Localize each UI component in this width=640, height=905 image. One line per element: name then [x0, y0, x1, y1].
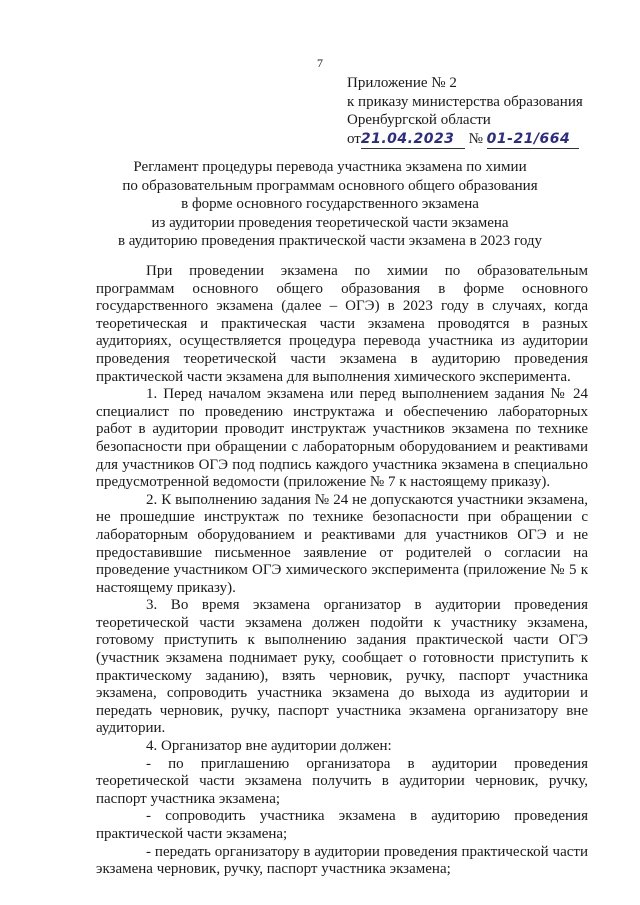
paragraph-4: 4. Организатор вне аудитории должен: [146, 738, 392, 755]
order-date-field [361, 130, 465, 150]
title-line: по образовательным программам основного общего образования [122, 177, 538, 194]
paragraph-2: 2. К выполнению задания № 24 не допускаются участники экзамена, не прошедшие инструктаж по технике безопасности при обращении с лабораторным оборудованием и реактивами для участников ОГЭ и не предоставившие письменное заявление от родителей о согласии на проведение участником ОГЭ химического эксперимента (приложение № 5 к настоящему приказу). [96, 491, 588, 596]
order-date-number-row [347, 130, 627, 150]
order-number-handwritten: 01-21/664 [486, 130, 571, 147]
appendix-title: Приложение № 2 [347, 75, 457, 91]
title-line: в форме основного государственного экзамена [181, 196, 479, 213]
order-number-field [487, 130, 579, 150]
title-line: из аудитории проведения теоретической части экзамена [151, 214, 509, 231]
appendix-region: Оренбургской области [347, 112, 491, 128]
number-prefix: № [468, 130, 483, 147]
appendix-order-ref: к приказу министерства образования [347, 93, 583, 110]
list-item: - передать организатору в аудитории проведения практической части экзамена черновик, ручку, паспорт участника экзамена; [96, 843, 588, 878]
date-prefix: от [347, 130, 361, 147]
title-line: в аудиторию проведения практической части экзамена в 2023 году [117, 233, 543, 250]
paragraph-3: 3. Во время экзамена организатор в аудитории проведения теоретической части экзамена должен подойти к участнику экзамена, готовому приступить к выполнению задания практической части ОГЭ (участник экзамена поднимает руку, сообщает о готовности приступить к практическому заданию), взять черновик, ручку, паспорт участника экзамена, сопроводить участника экзамена до выхода из аудитории и передать черновик, ручку, паспорт участника экзамена организатору вне аудитории. [96, 597, 588, 737]
document-body [96, 263, 588, 879]
order-date-handwritten: 21.04.2023 [360, 130, 455, 147]
document-title [60, 158, 600, 251]
list-item: - по приглашению организатора в аудитории проведения теоретической части экзамена получить в аудитории черновик, ручку, паспорт участника экзамена; [96, 755, 588, 807]
appendix-header [347, 74, 627, 149]
page-number: 7 [317, 56, 323, 70]
title-line: Регламент процедуры перевода участника экзамена по химии [133, 159, 527, 175]
paragraph-1: 1. Перед началом экзамена или перед выполнением задания № 24 специалист по проведению инструктажа и обеспечению лабораторных работ в аудитории проводит инструктаж участников экзамена по технике безопасности при обращении с лабораторным оборудованием и реактивами для участников ОГЭ под подпись каждого участника экзамена в специально предусмотренной ведомости (приложение № 7 к настоящему приказу). [96, 386, 588, 491]
list-item: - сопроводить участника экзамена в аудиторию проведения практической части экзамена; [96, 808, 588, 842]
intro-paragraph: При проведении экзамена по химии по образовательным программам основного общего образования в форме основного государственного экзамена (далее – ОГЭ) в 2023 году в случаях, когда теоретическая и практическая части экзамена проводятся в разных аудиториях, осуществляется процедура перевода участника из аудитории проведения теоретической части экзамена в аудиторию проведения практической части экзамена для выполнения химического эксперимента. [96, 263, 588, 385]
